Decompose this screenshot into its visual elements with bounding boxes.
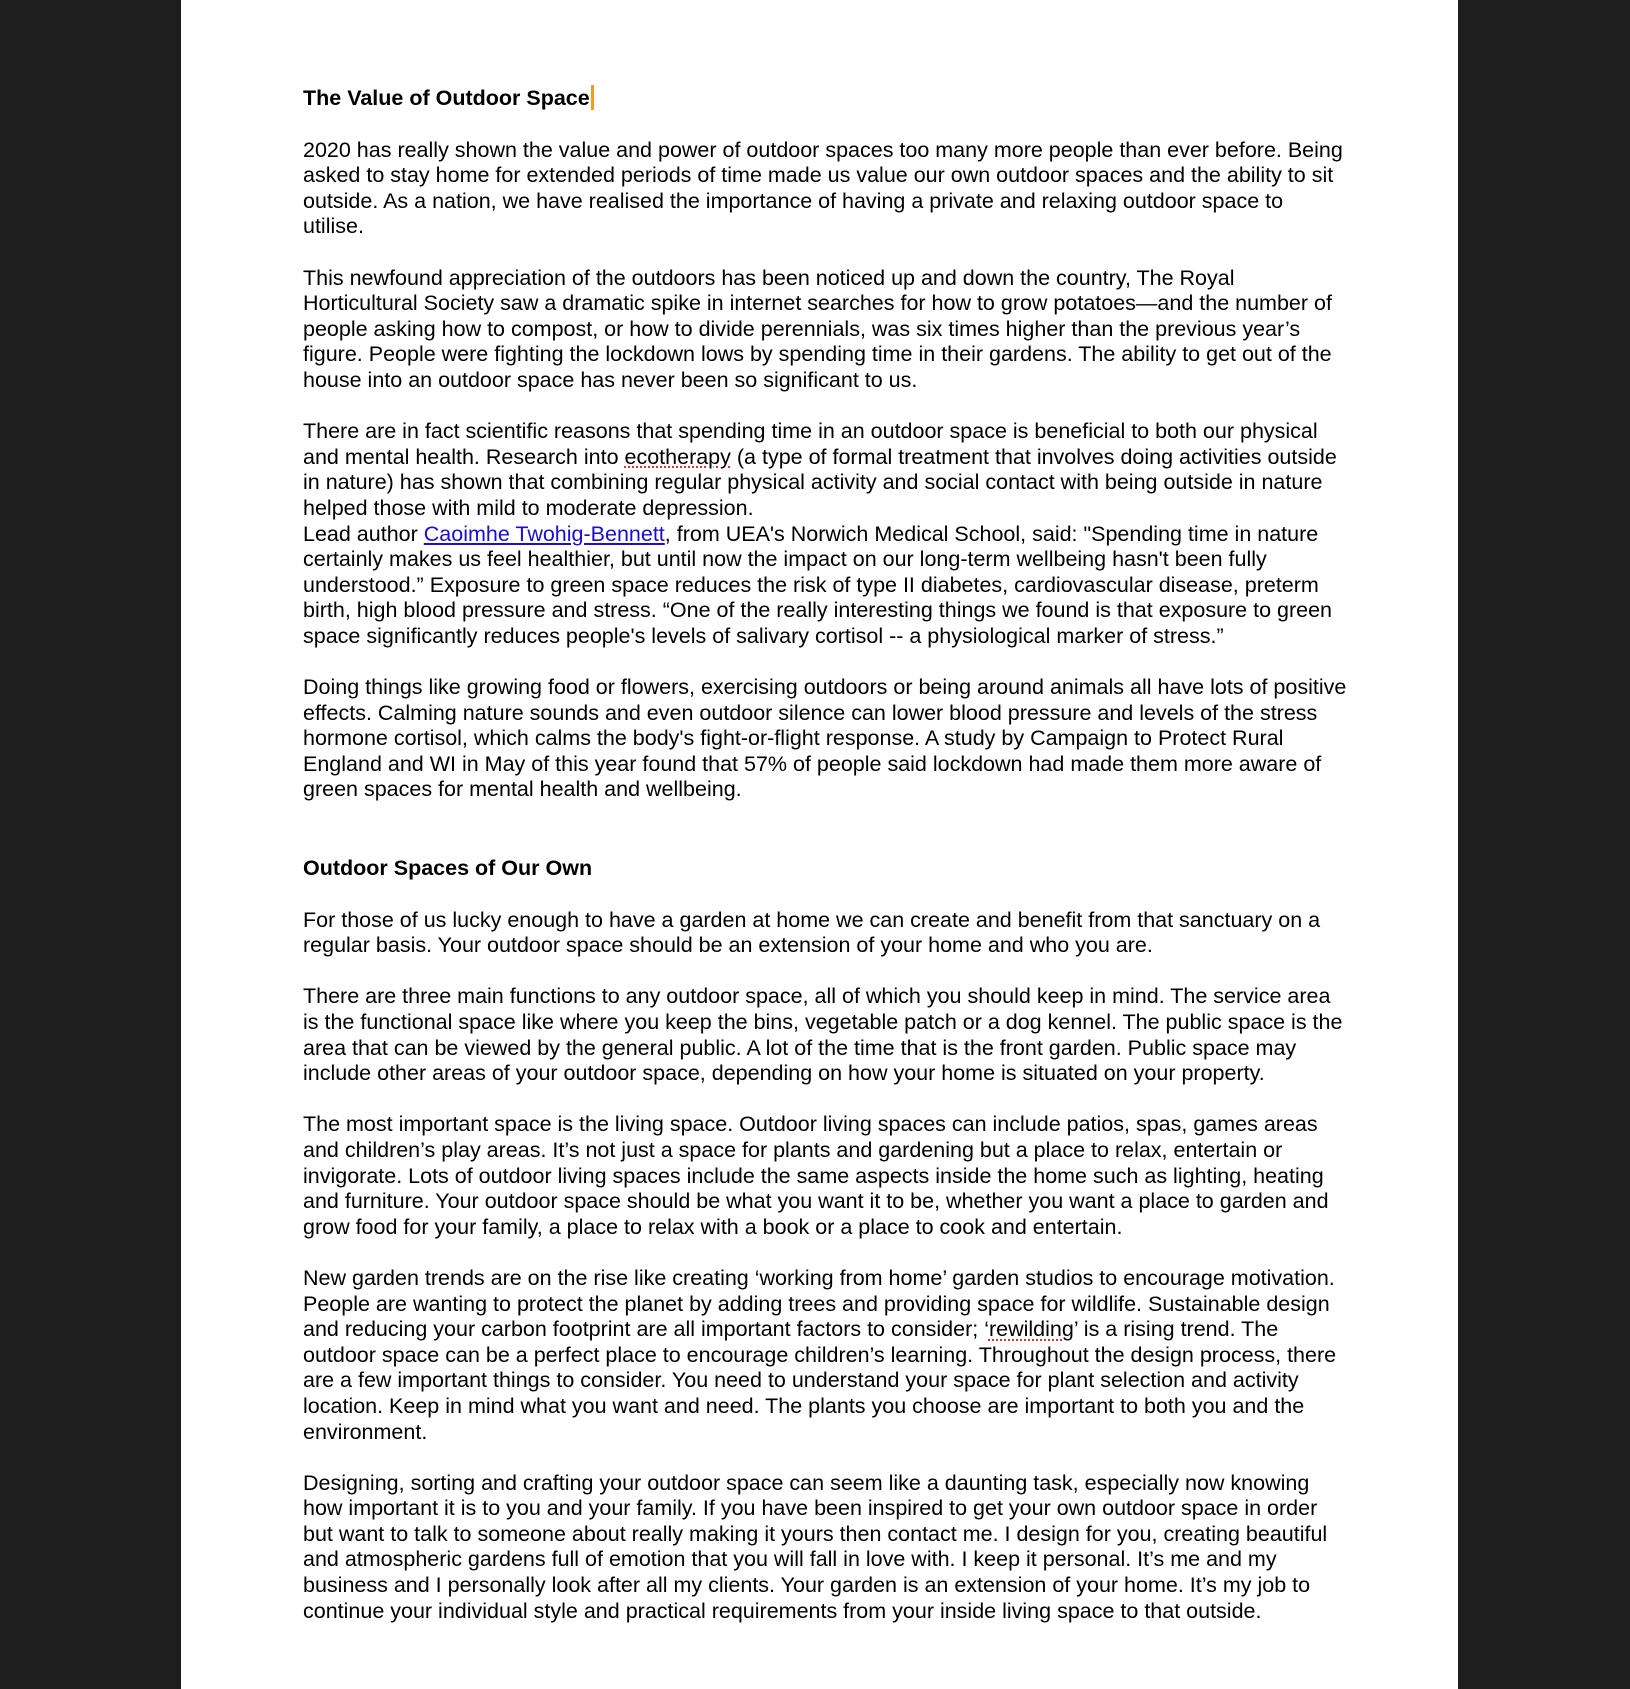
paragraph-3[interactable] <box>303 419 1348 521</box>
paragraph-6[interactable]: For those of us lucky enough to have a garden at home we can create and benefit from that sanctuary on a regular basis. Your outdoor space should be an extension of your home and who you are. <box>303 907 1321 958</box>
misspelled-word-ecotherapy[interactable]: ecotherapy <box>624 444 731 469</box>
paragraph-7[interactable]: There are three main functions to any outdoor space, all of which you should keep in mind. The service area is the functional space like where you keep the bins, vegetable patch or a dog kennel. The public space is the area that can be viewed by the general public. A lot of the time that is the front garden. Public space may include other areas of your outdoor space, depending on how your home is situated on your property. <box>303 984 1343 1086</box>
paragraph-9-text-b: ’ is a rising trend. The outdoor space can be a perfect place to encourage children’s learning. Throughout the design process, there are a few important things to consider. You need to understand your space for plant selection and activity location. Keep in mind what you want and need. The plants you choose are important to both you and the environment. <box>303 1317 1337 1444</box>
paragraph-4-text-a: Lead author <box>303 521 424 546</box>
document-body[interactable] <box>303 84 1348 1624</box>
paragraph-4-text-b: , from UEA's Norwich Medical School, said: "Spending time in nature certainly makes us feel healthier, but until now the impact on our long-term wellbeing hasn't been fully understood.” Exposure to green space reduces the risk of type II diabetes, cardiovascular disease, preterm birth, high blood pressure and stress. “One of the really interesting things we found is that exposure to green space significantly reduces people's levels of salivary cortisol -- a physiological marker of stress.” <box>303 521 1333 648</box>
section-heading[interactable]: Outdoor Spaces of Our Own <box>303 856 593 881</box>
paragraph-3-text-a: There are in fact scientific reasons that spending time in an outdoor space is beneficial to both our physical and mental health. Research into <box>303 419 1318 469</box>
text-cursor <box>591 85 594 110</box>
paragraph-1[interactable]: 2020 has really shown the value and power of outdoor spaces too many more people than ever before. Being asked to stay home for extended periods of time made us value our own outdoor spaces and the ability to sit outside. As a nation, we have realised the importance of having a private and relaxing outdoor space to utilise. <box>303 137 1343 239</box>
page-title[interactable] <box>303 84 1348 112</box>
document-page[interactable] <box>181 0 1458 1689</box>
paragraph-5[interactable]: Doing things like growing food or flowers, exercising outdoors or being around animals all have lots of positive effects. Calming nature sounds and even outdoor silence can lower blood pressure and levels of the stress hormone cortisol, which calms the body's fight-or-flight response. A study by Campaign to Protect Rural England and WI in May of this year found that 57% of people said lockdown had made them more aware of green spaces for mental health and wellbeing. <box>303 675 1347 802</box>
paragraph-9[interactable] <box>303 1266 1348 1445</box>
author-link[interactable]: Caoimhe Twohig-Bennett <box>423 521 665 546</box>
paragraph-3-text-b: (a type of formal treatment that involves doing activities outside in nature) has shown that combining regular physical activity and social contact with being outside in nature helped those with mild to moderate depression. <box>303 444 1337 520</box>
paragraph-10[interactable]: Designing, sorting and crafting your outdoor space can seem like a daunting task, especially now knowing how important it is to you and your family. If you have been inspired to get your own outdoor space in order but want to talk to someone about really making it yours then contact me. I design for you, creating beautiful and atmospheric gardens full of emotion that you will fall in love with. I keep it personal. It’s me and my business and I personally look after all my clients. Your garden is an extension of your home. It’s my job to continue your individual style and practical requirements from your inside living space to that outside. <box>303 1470 1328 1623</box>
paragraph-2[interactable]: This newfound appreciation of the outdoors has been noticed up and down the country, The Royal Horticultural Society saw a dramatic spike in internet searches for how to grow potatoes—and the number of people asking how to compost, or how to divide perennials, was six times higher than the previous year’s figure. People were fighting the lockdown lows by spending time in their gardens. The ability to get out of the house into an outdoor space has never been so significant to us. <box>303 265 1332 392</box>
paragraph-8[interactable]: The most important space is the living space. Outdoor living spaces can include patios, spas, games areas and children’s play areas. It’s not just a space for plants and gardening but a place to relax, entertain or invigorate. Lots of outdoor living spaces include the same aspects inside the home such as lighting, heating and furniture. Your outdoor space should be what you want it to be, whether you want a place to garden and grow food for your family, a place to relax with a book or a place to cook and entertain. <box>303 1112 1329 1239</box>
title-text[interactable]: The Value of Outdoor Space <box>303 86 590 110</box>
paragraph-4[interactable] <box>303 522 1348 650</box>
paragraph-9-text-a: New garden trends are on the rise like creating ‘working from home’ garden studios to encourage motivation. People are wanting to protect the planet by adding trees and providing space for wildlife. Sustainable design and reducing your carbon footprint are all important factors to consider; ‘ <box>303 1265 1335 1342</box>
misspelled-word-rewilding[interactable]: rewilding <box>988 1317 1074 1342</box>
